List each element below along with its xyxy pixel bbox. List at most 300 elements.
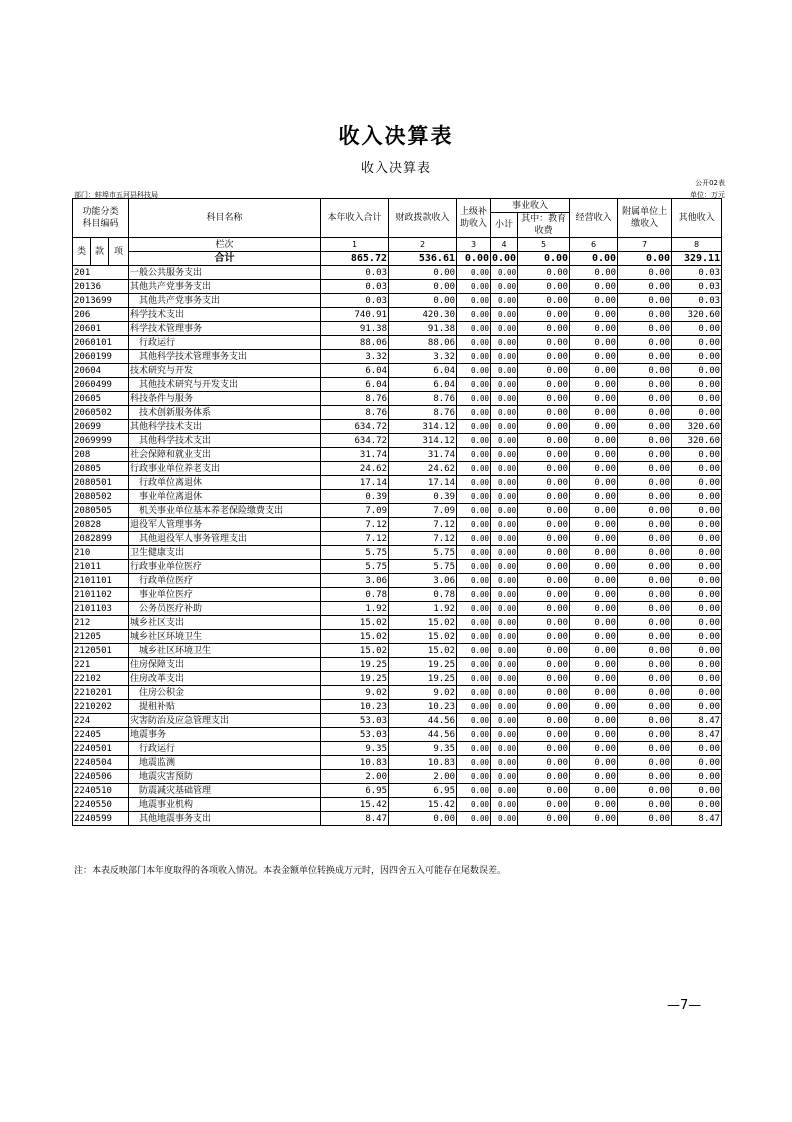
amount-cell: 0.00 [491, 266, 518, 280]
amount-cell: 7.12 [321, 518, 389, 532]
subject-name: 其他地震事务支出 [129, 812, 321, 826]
subject-name: 地震事务 [129, 728, 321, 742]
subject-code: 212 [73, 616, 129, 630]
table-row [73, 364, 722, 378]
amount-cell: 0.00 [491, 784, 518, 798]
amount-cell: 314.12 [389, 434, 457, 448]
table-row [73, 560, 722, 574]
amount-cell: 634.72 [321, 420, 389, 434]
amount-cell: 0.00 [570, 784, 618, 798]
table-row [73, 504, 722, 518]
subject-code: 2240504 [73, 756, 129, 770]
amount-cell: 0.00 [491, 336, 518, 350]
amount-cell: 7.12 [389, 518, 457, 532]
amount-cell: 8.76 [389, 406, 457, 420]
subject-code: 21011 [73, 560, 129, 574]
amount-cell: 0.00 [491, 560, 518, 574]
subject-name: 其他科学技术支出 [129, 420, 321, 434]
amount-cell: 0.00 [570, 770, 618, 784]
table-row [73, 770, 722, 784]
subject-name: 其他科学技术管理事务支出 [129, 350, 321, 364]
amount-cell: 0.00 [570, 798, 618, 812]
subject-code: 20605 [73, 392, 129, 406]
amount-cell: 0.00 [618, 490, 672, 504]
page-title: 收入决算表 [338, 124, 454, 148]
subject-name: 机关事业单位基本养老保险缴费支出 [129, 504, 321, 518]
total-value: 865.72 [321, 252, 389, 266]
amount-cell: 0.00 [457, 784, 491, 798]
amount-cell: 0.00 [518, 308, 570, 322]
col-label: 栏次 [129, 238, 321, 252]
table-row [73, 742, 722, 756]
subject-name: 地震灾害预防 [129, 770, 321, 784]
amount-cell: 0.39 [389, 490, 457, 504]
amount-cell: 0.00 [618, 770, 672, 784]
amount-cell: 0.00 [618, 462, 672, 476]
subject-name: 科学技术支出 [129, 308, 321, 322]
amount-cell: 0.00 [491, 574, 518, 588]
amount-cell: 0.00 [457, 350, 491, 364]
subject-code: 20601 [73, 322, 129, 336]
amount-cell: 0.00 [570, 392, 618, 406]
amount-cell: 0.00 [491, 756, 518, 770]
amount-cell: 0.00 [570, 518, 618, 532]
amount-cell: 0.00 [618, 266, 672, 280]
amount-cell: 0.00 [457, 518, 491, 532]
amount-cell: 10.83 [321, 756, 389, 770]
amount-cell: 0.00 [518, 322, 570, 336]
amount-cell: 24.62 [321, 462, 389, 476]
amount-cell: 6.95 [389, 784, 457, 798]
amount-cell: 0.00 [518, 756, 570, 770]
amount-cell: 6.04 [389, 364, 457, 378]
amount-cell: 0.00 [672, 518, 722, 532]
amount-cell: 5.75 [321, 546, 389, 560]
amount-cell: 0.00 [672, 644, 722, 658]
amount-cell: 0.00 [672, 686, 722, 700]
amount-cell: 0.00 [570, 546, 618, 560]
amount-cell: 0.00 [491, 546, 518, 560]
amount-cell: 5.75 [321, 560, 389, 574]
name-header: 科目名称 [129, 199, 321, 238]
subject-code: 2210202 [73, 700, 129, 714]
amount-cell: 0.00 [618, 602, 672, 616]
amount-cell: 88.06 [321, 336, 389, 350]
subject-code: 2080501 [73, 476, 129, 490]
affiliated-income-header: 附属单位上缴收入 [618, 199, 672, 238]
amount-cell: 0.00 [618, 476, 672, 490]
amount-cell: 0.00 [570, 504, 618, 518]
amount-cell: 0.00 [491, 518, 518, 532]
amount-cell: 0.00 [618, 420, 672, 434]
amount-cell: 0.00 [389, 280, 457, 294]
subject-name: 技术研究与开发 [129, 364, 321, 378]
subject-code: 221 [73, 658, 129, 672]
amount-cell: 0.00 [457, 420, 491, 434]
amount-cell: 0.00 [618, 714, 672, 728]
amount-cell: 0.00 [457, 644, 491, 658]
amount-cell: 19.25 [389, 672, 457, 686]
amount-cell: 634.72 [321, 434, 389, 448]
amount-cell: 0.00 [518, 644, 570, 658]
table-row [73, 686, 722, 700]
table-row [73, 616, 722, 630]
amount-cell: 0.00 [672, 350, 722, 364]
amount-cell: 0.00 [518, 504, 570, 518]
amount-cell: 0.00 [389, 812, 457, 826]
amount-cell: 0.00 [618, 728, 672, 742]
subject-name: 行政运行 [129, 336, 321, 350]
superior-subsidy-header: 上级补助收入 [457, 199, 491, 238]
amount-cell: 0.00 [518, 518, 570, 532]
amount-cell: 0.00 [618, 322, 672, 336]
amount-cell: 0.00 [618, 812, 672, 826]
subject-name: 事业单位离退休 [129, 490, 321, 504]
subject-code: 20699 [73, 420, 129, 434]
subject-name: 其他共产党事务支出 [129, 280, 321, 294]
subject-code: 2060502 [73, 406, 129, 420]
amount-cell: 1.92 [321, 602, 389, 616]
amount-cell: 0.00 [618, 616, 672, 630]
amount-cell: 0.00 [618, 378, 672, 392]
amount-cell: 0.00 [570, 644, 618, 658]
amount-cell: 0.00 [491, 448, 518, 462]
amount-cell: 10.83 [389, 756, 457, 770]
table-row [73, 644, 722, 658]
amount-cell: 7.09 [389, 504, 457, 518]
amount-cell: 0.00 [491, 728, 518, 742]
amount-cell: 0.00 [457, 728, 491, 742]
amount-cell: 0.00 [672, 490, 722, 504]
amount-cell: 0.00 [570, 266, 618, 280]
amount-cell: 0.00 [570, 336, 618, 350]
total-value: 329.11 [672, 252, 722, 266]
amount-cell: 0.00 [457, 448, 491, 462]
amount-cell: 15.02 [389, 616, 457, 630]
amount-cell: 0.00 [389, 294, 457, 308]
amount-cell: 0.00 [491, 532, 518, 546]
amount-cell: 19.25 [321, 672, 389, 686]
subject-name: 科学技术管理事务 [129, 322, 321, 336]
amount-cell: 0.00 [518, 574, 570, 588]
amount-cell: 0.00 [457, 602, 491, 616]
table-row [73, 448, 722, 462]
amount-cell: 0.00 [570, 588, 618, 602]
col-index: 7 [618, 238, 672, 252]
amount-cell: 0.00 [457, 574, 491, 588]
total-value: 0.00 [570, 252, 618, 266]
income-table [72, 198, 722, 826]
subject-code: 208 [73, 448, 129, 462]
subject-name: 行政运行 [129, 742, 321, 756]
amount-cell: 6.04 [321, 378, 389, 392]
amount-cell: 0.00 [518, 350, 570, 364]
amount-cell: 0.00 [457, 742, 491, 756]
amount-cell: 53.03 [321, 714, 389, 728]
amount-cell: 0.00 [457, 378, 491, 392]
amount-cell: 0.00 [491, 462, 518, 476]
col-index: 1 [321, 238, 389, 252]
amount-cell: 0.00 [491, 504, 518, 518]
amount-cell: 0.00 [618, 658, 672, 672]
subject-name: 提租补贴 [129, 700, 321, 714]
amount-cell: 8.76 [321, 406, 389, 420]
business-income-header: 事业收入 [491, 199, 570, 213]
amount-cell: 0.00 [457, 588, 491, 602]
amount-cell: 0.00 [672, 448, 722, 462]
total-value: 536.61 [389, 252, 457, 266]
subject-code: 2240510 [73, 784, 129, 798]
table-row [73, 266, 722, 280]
amount-cell: 0.00 [457, 322, 491, 336]
amount-cell: 8.47 [672, 728, 722, 742]
amount-cell: 0.00 [570, 378, 618, 392]
amount-cell: 15.42 [389, 798, 457, 812]
amount-cell: 0.00 [618, 280, 672, 294]
col-index: 4 [491, 238, 518, 252]
amount-cell: 8.47 [672, 812, 722, 826]
amount-cell: 0.00 [672, 742, 722, 756]
amount-cell: 44.56 [389, 714, 457, 728]
amount-cell: 31.74 [321, 448, 389, 462]
amount-cell: 0.03 [321, 266, 389, 280]
amount-cell: 0.00 [491, 364, 518, 378]
amount-cell: 0.00 [570, 280, 618, 294]
table-row [73, 532, 722, 546]
amount-cell: 0.00 [518, 462, 570, 476]
col-index: 6 [570, 238, 618, 252]
amount-cell: 0.00 [618, 630, 672, 644]
amount-cell: 0.00 [518, 266, 570, 280]
amount-cell: 0.00 [518, 658, 570, 672]
subject-code: 2240599 [73, 812, 129, 826]
amount-cell: 15.02 [389, 630, 457, 644]
amount-cell: 8.76 [321, 392, 389, 406]
table-row [73, 672, 722, 686]
amount-cell: 0.00 [457, 504, 491, 518]
amount-cell: 7.12 [389, 532, 457, 546]
amount-cell: 0.00 [618, 546, 672, 560]
amount-cell: 0.00 [518, 588, 570, 602]
subject-code: 20828 [73, 518, 129, 532]
amount-cell: 9.35 [389, 742, 457, 756]
amount-cell: 0.00 [570, 364, 618, 378]
amount-cell: 7.12 [321, 532, 389, 546]
amount-cell: 0.00 [618, 308, 672, 322]
amount-cell: 0.00 [457, 364, 491, 378]
item-header: 项 [109, 238, 129, 266]
amount-cell: 8.47 [672, 714, 722, 728]
amount-cell: 0.00 [570, 616, 618, 630]
amount-cell: 3.32 [321, 350, 389, 364]
department-label: 部门：蚌埠市五河县科技局 [74, 191, 158, 199]
amount-cell: 0.00 [457, 630, 491, 644]
table-row [73, 392, 722, 406]
amount-cell: 0.00 [457, 532, 491, 546]
amount-cell: 0.00 [518, 700, 570, 714]
amount-cell: 0.00 [618, 336, 672, 350]
amount-cell: 0.00 [491, 420, 518, 434]
subject-name: 防震减灾基础管理 [129, 784, 321, 798]
subject-name: 住房保障支出 [129, 658, 321, 672]
amount-cell: 0.00 [570, 490, 618, 504]
amount-cell: 0.03 [321, 294, 389, 308]
page-number: —7— [667, 998, 702, 1013]
subject-code: 20805 [73, 462, 129, 476]
amount-cell: 0.00 [672, 504, 722, 518]
subject-name: 退役军人管理事务 [129, 518, 321, 532]
operating-income-header: 经营收入 [570, 199, 618, 238]
table-row [73, 588, 722, 602]
amount-cell: 0.00 [618, 672, 672, 686]
subject-name: 其他技术研究与开发支出 [129, 378, 321, 392]
amount-cell: 0.00 [518, 434, 570, 448]
amount-cell: 0.00 [491, 280, 518, 294]
amount-cell: 0.00 [618, 700, 672, 714]
subject-name: 技术创新服务体系 [129, 406, 321, 420]
subject-name: 住房改革支出 [129, 672, 321, 686]
amount-cell: 10.23 [389, 700, 457, 714]
other-income-header: 其他收入 [672, 199, 722, 238]
table-row [73, 798, 722, 812]
amount-cell: 0.00 [672, 532, 722, 546]
subject-code: 22102 [73, 672, 129, 686]
header-row-1 [73, 199, 722, 213]
code-header: 功能分类 科目编码 [73, 199, 129, 238]
amount-cell: 0.00 [491, 798, 518, 812]
subject-name: 地震事业机构 [129, 798, 321, 812]
amount-cell: 0.00 [618, 574, 672, 588]
amount-cell: 0.00 [457, 406, 491, 420]
amount-cell: 0.00 [457, 462, 491, 476]
amount-cell: 0.00 [570, 406, 618, 420]
amount-cell: 314.12 [389, 420, 457, 434]
amount-cell: 0.00 [570, 728, 618, 742]
amount-cell: 0.00 [518, 378, 570, 392]
amount-cell: 0.00 [570, 420, 618, 434]
amount-cell: 0.00 [457, 434, 491, 448]
amount-cell: 0.00 [672, 658, 722, 672]
amount-cell: 0.00 [491, 714, 518, 728]
amount-cell: 0.00 [491, 742, 518, 756]
amount-cell: 6.04 [321, 364, 389, 378]
amount-cell: 8.76 [389, 392, 457, 406]
amount-cell: 0.00 [618, 406, 672, 420]
amount-cell: 0.00 [491, 658, 518, 672]
subject-name: 其他科学技术支出 [129, 434, 321, 448]
amount-cell: 0.00 [618, 784, 672, 798]
amount-cell: 0.00 [457, 770, 491, 784]
subject-name: 公务员医疗补助 [129, 602, 321, 616]
total-value: 0.00 [618, 252, 672, 266]
amount-cell: 0.00 [672, 672, 722, 686]
amount-cell: 0.00 [518, 798, 570, 812]
amount-cell: 0.00 [491, 308, 518, 322]
amount-cell: 0.00 [518, 812, 570, 826]
table-row [73, 350, 722, 364]
amount-cell: 3.06 [389, 574, 457, 588]
amount-cell: 0.00 [570, 462, 618, 476]
subject-code: 206 [73, 308, 129, 322]
amount-cell: 9.35 [321, 742, 389, 756]
amount-cell: 0.00 [618, 742, 672, 756]
amount-cell: 0.00 [570, 658, 618, 672]
amount-cell: 320.60 [672, 308, 722, 322]
subject-code: 21205 [73, 630, 129, 644]
subject-code: 201 [73, 266, 129, 280]
education-fee-header: 其中：教育收费 [518, 213, 570, 238]
amount-cell: 24.62 [389, 462, 457, 476]
amount-cell: 9.02 [321, 686, 389, 700]
amount-cell: 0.00 [491, 700, 518, 714]
amount-cell: 0.00 [457, 672, 491, 686]
amount-cell: 0.00 [570, 574, 618, 588]
amount-cell: 0.00 [672, 756, 722, 770]
amount-cell: 0.00 [491, 476, 518, 490]
section-header: 款 [91, 238, 109, 266]
subject-code: 210 [73, 546, 129, 560]
amount-cell: 0.00 [389, 266, 457, 280]
amount-cell: 0.00 [570, 532, 618, 546]
amount-cell: 0.00 [672, 574, 722, 588]
subject-name: 其他共产党事务支出 [129, 294, 321, 308]
amount-cell: 0.00 [491, 378, 518, 392]
amount-cell: 91.38 [321, 322, 389, 336]
amount-cell: 0.00 [518, 672, 570, 686]
amount-cell: 0.00 [491, 490, 518, 504]
amount-cell: 0.00 [672, 364, 722, 378]
amount-cell: 0.00 [672, 616, 722, 630]
amount-cell: 6.04 [389, 378, 457, 392]
col-index: 5 [518, 238, 570, 252]
table-row [73, 658, 722, 672]
amount-cell: 0.03 [321, 280, 389, 294]
amount-cell: 0.00 [672, 378, 722, 392]
subject-code: 2101101 [73, 574, 129, 588]
amount-cell: 0.00 [672, 546, 722, 560]
subject-name: 城乡社区环境卫生 [129, 644, 321, 658]
amount-cell: 0.00 [570, 476, 618, 490]
amount-cell: 0.00 [518, 448, 570, 462]
amount-cell: 17.14 [321, 476, 389, 490]
amount-cell: 0.00 [618, 518, 672, 532]
amount-cell: 0.00 [618, 798, 672, 812]
subject-code: 2080505 [73, 504, 129, 518]
form-code: 公开02表 [695, 179, 725, 187]
subject-code: 20136 [73, 280, 129, 294]
amount-cell: 0.00 [570, 434, 618, 448]
amount-cell: 17.14 [389, 476, 457, 490]
amount-cell: 0.00 [618, 532, 672, 546]
table-row [73, 574, 722, 588]
amount-cell: 91.38 [389, 322, 457, 336]
amount-cell: 320.60 [672, 420, 722, 434]
amount-cell: 10.23 [321, 700, 389, 714]
amount-cell: 0.00 [491, 630, 518, 644]
amount-cell: 0.00 [457, 280, 491, 294]
amount-cell: 0.03 [672, 266, 722, 280]
business-subtotal-header: 小计 [491, 213, 518, 238]
amount-cell: 0.00 [518, 602, 570, 616]
col-index-row [73, 238, 722, 252]
amount-cell: 0.00 [457, 658, 491, 672]
subject-name: 行政事业单位医疗 [129, 560, 321, 574]
table-row [73, 728, 722, 742]
subject-code: 2082899 [73, 532, 129, 546]
amount-cell: 0.00 [570, 322, 618, 336]
total-income-header: 本年收入合计 [321, 199, 389, 238]
amount-cell: 0.00 [570, 448, 618, 462]
